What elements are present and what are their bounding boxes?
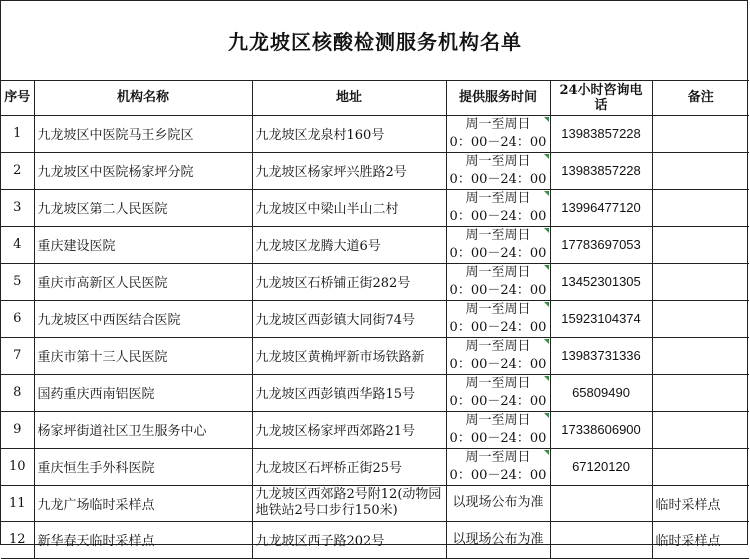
cell-hours [446, 374, 550, 411]
header-phone: 24小时咨询电话 [550, 81, 652, 115]
table-row [1, 300, 749, 337]
cell-address: 九龙坡区黄桷坪新市场铁路新 [252, 337, 446, 374]
cell-note [652, 189, 749, 226]
cell-phone: 13983731336 [550, 337, 652, 374]
header-note: 备注 [652, 81, 749, 115]
cell-marker-icon [544, 376, 549, 381]
cell-address: 九龙坡区龙腾大道6号 [252, 226, 446, 263]
table-row [1, 448, 749, 485]
cell-hours [446, 152, 550, 189]
cell-hours [446, 189, 550, 226]
hours-line: 周一至周日 [465, 375, 531, 391]
hours-line: 周一至周日 [465, 227, 531, 243]
cell-no: 9 [1, 411, 34, 448]
cell-marker-icon [544, 450, 549, 455]
hours-line: 0：00－24：00 [449, 319, 547, 335]
table-row [1, 263, 749, 300]
cell-name: 九龙广场临时采样点 [34, 485, 252, 522]
cell-name: 九龙坡区中医院杨家坪分院 [34, 152, 252, 189]
hours-line: 0：00－24：00 [449, 171, 547, 187]
cell-no: 7 [1, 337, 34, 374]
cell-no: 6 [1, 300, 34, 337]
cell-marker-icon [544, 339, 549, 344]
cell-hours [446, 300, 550, 337]
cell-hours [446, 448, 550, 485]
hours-line: 0：00－24：00 [449, 467, 547, 483]
cell-phone: 13452301305 [550, 263, 652, 300]
cell-no: 11 [1, 485, 34, 522]
header-no: 序号 [1, 81, 34, 115]
page-title: 九龙坡区核酸检测服务机构名单 [1, 1, 749, 81]
cell-name: 重庆恒生手外科医院 [34, 448, 252, 485]
cell-note: 临时采样点 [652, 522, 749, 559]
hours-line: 周一至周日 [465, 301, 531, 317]
hours-line: 周一至周日 [465, 153, 531, 169]
cell-note [652, 263, 749, 300]
cell-phone: 15923104374 [550, 300, 652, 337]
cell-no: 2 [1, 152, 34, 189]
cell-hours [446, 337, 550, 374]
hours-line: 0：00－24：00 [449, 208, 547, 224]
cell-name: 九龙坡区第二人民医院 [34, 189, 252, 226]
cell-name: 九龙坡区中西医结合医院 [34, 300, 252, 337]
hours-line: 0：00－24：00 [449, 134, 547, 150]
cell-address: 九龙坡区西彭镇大同街74号 [252, 300, 446, 337]
cell-phone: 13983857228 [550, 115, 652, 152]
header-name: 机构名称 [34, 81, 252, 115]
table-row [1, 485, 749, 522]
cell-marker-icon [544, 228, 549, 233]
cell-phone: 17783697053 [550, 226, 652, 263]
table-row [1, 522, 749, 559]
cell-note [652, 152, 749, 189]
cell-marker-icon [544, 154, 549, 159]
cell-phone: 65809490 [550, 374, 652, 411]
hours-line: 周一至周日 [465, 116, 531, 132]
cell-address: 九龙坡区石桥铺正街282号 [252, 263, 446, 300]
institution-table [1, 81, 749, 559]
cell-marker-icon [544, 117, 549, 122]
header-row [1, 81, 749, 115]
cell-note [652, 337, 749, 374]
hours-line: 周一至周日 [465, 412, 531, 428]
cell-note: 临时采样点 [652, 485, 749, 522]
cell-marker-icon [544, 191, 549, 196]
cell-hours [446, 522, 550, 559]
cell-address: 九龙坡区杨家坪西郊路21号 [252, 411, 446, 448]
cell-name: 重庆建设医院 [34, 226, 252, 263]
cell-phone: 67120120 [550, 448, 652, 485]
table-row [1, 374, 749, 411]
hours-line: 周一至周日 [465, 449, 531, 465]
table-row [1, 411, 749, 448]
header-address: 地址 [252, 81, 446, 115]
hours-line: 0：00－24：00 [449, 393, 547, 409]
cell-phone: 13983857228 [550, 152, 652, 189]
cell-no: 5 [1, 263, 34, 300]
cell-name: 国药重庆西南铝医院 [34, 374, 252, 411]
cell-hours [446, 115, 550, 152]
cell-name: 重庆市第十三人民医院 [34, 337, 252, 374]
cell-note [652, 374, 749, 411]
cell-no: 8 [1, 374, 34, 411]
hours-line: 以现场公布为准 [452, 531, 544, 547]
cell-phone: 13996477120 [550, 189, 652, 226]
cell-no: 3 [1, 189, 34, 226]
cell-hours [446, 226, 550, 263]
table-row [1, 337, 749, 374]
cell-marker-icon [544, 413, 549, 418]
table-row [1, 115, 749, 152]
hours-line: 周一至周日 [465, 338, 531, 354]
cell-no: 12 [1, 522, 34, 559]
cell-name: 九龙坡区中医院马王乡院区 [34, 115, 252, 152]
cell-hours [446, 263, 550, 300]
cell-address: 九龙坡区石坪桥正街25号 [252, 448, 446, 485]
cell-name: 新华春天临时采样点 [34, 522, 252, 559]
hours-line: 0：00－24：00 [449, 245, 547, 261]
table-row [1, 226, 749, 263]
cell-address: 九龙坡区西子路202号 [252, 522, 446, 559]
hours-line: 0：00－24：00 [449, 282, 547, 298]
hours-line: 以现场公布为准 [452, 495, 544, 511]
cell-note [652, 300, 749, 337]
hours-line: 周一至周日 [465, 264, 531, 280]
cell-no: 4 [1, 226, 34, 263]
cell-note [652, 226, 749, 263]
hours-line: 0：00－24：00 [449, 356, 547, 372]
table-row [1, 152, 749, 189]
cell-note [652, 411, 749, 448]
hours-line: 周一至周日 [465, 190, 531, 206]
cell-phone [550, 522, 652, 559]
cell-note [652, 115, 749, 152]
cell-note [652, 448, 749, 485]
cell-no: 10 [1, 448, 34, 485]
header-hours: 提供服务时间 [446, 81, 550, 115]
cell-address: 九龙坡区西彭镇西华路15号 [252, 374, 446, 411]
cell-hours [446, 411, 550, 448]
cell-address: 九龙坡区中梁山半山二村 [252, 189, 446, 226]
hours-line: 0：00－24：00 [449, 430, 547, 446]
cell-name: 杨家坪街道社区卫生服务中心 [34, 411, 252, 448]
cell-marker-icon [544, 302, 549, 307]
table-row [1, 189, 749, 226]
cell-phone: 17338606900 [550, 411, 652, 448]
cell-address: 九龙坡区杨家坪兴胜路2号 [252, 152, 446, 189]
cell-name: 重庆市高新区人民医院 [34, 263, 252, 300]
cell-marker-icon [544, 265, 549, 270]
cell-no: 1 [1, 115, 34, 152]
cell-hours [446, 485, 550, 522]
cell-phone [550, 485, 652, 522]
cell-address: 九龙坡区西郊路2号附12(动物园地铁站2号口步行150米) [252, 485, 446, 522]
cell-address: 九龙坡区龙泉村160号 [252, 115, 446, 152]
